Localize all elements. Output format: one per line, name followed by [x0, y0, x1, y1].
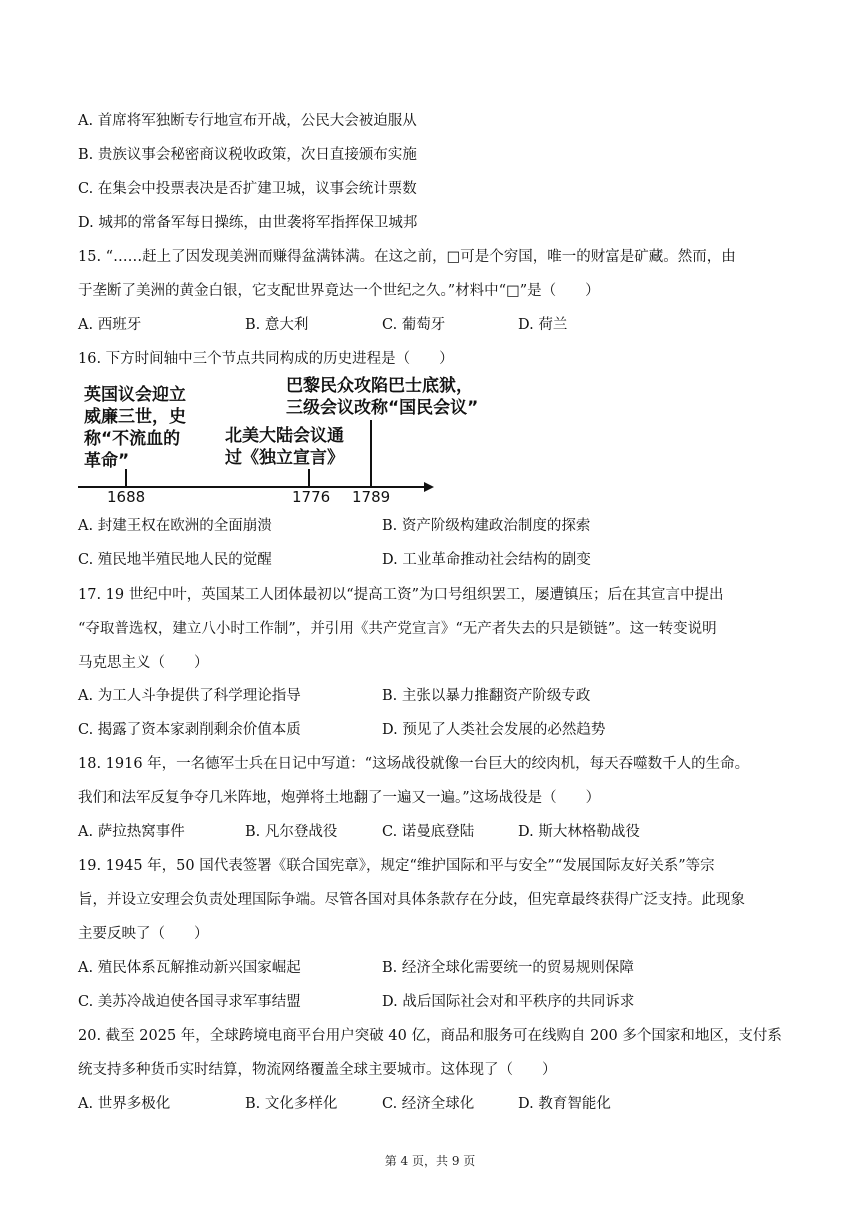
q16-stem: 16. 下方时间轴中三个节点共同构成的历史进程是（ ）: [78, 351, 454, 367]
option-c: C. 在集会中投票表决是否扩建卫城，议事会统计票数: [78, 181, 417, 197]
option-d: D. 城邦的常备军每日操练，由世袭将军指挥保卫城邦: [78, 215, 418, 231]
option-a: A. 首席将军独断专行地宣布开战，公民大会被迫服从: [78, 113, 417, 129]
q19-option-c: C. 美苏冷战迫使各国寻求军事结盟: [78, 994, 301, 1010]
year-1688: 1688: [107, 488, 146, 506]
q15-option-c: C. 葡萄牙: [382, 317, 446, 333]
event-1688-line2: 威廉三世，史: [84, 407, 186, 427]
year-1789: 1789: [352, 488, 391, 506]
event-1789-line2: 三级会议改称“国民会议”: [286, 398, 479, 418]
q20-option-a: A. 世界多极化: [78, 1096, 171, 1112]
q18-option-a: A. 萨拉热窝事件: [78, 824, 185, 840]
q20-option-c: C. 经济全球化: [382, 1096, 475, 1112]
q19-option-d: D. 战后国际社会对和平秩序的共同诉求: [382, 994, 635, 1010]
q19-stem-line1: 19. 1945 年，50 国代表签署《联合国宪章》，规定“维护国际和平与安全”“发展国际友好关系”等宗: [78, 858, 715, 874]
q19-stem-line2: 旨，并设立安理会负责处理国际争端。尽管各国对具体条款存在分歧，但宪章最终获得广泛支持。此现象: [78, 892, 745, 908]
event-1776-line2: 过《独立宣言》: [225, 448, 344, 468]
timeline-figure: [70, 372, 479, 512]
q16-option-b: B. 资产阶级构建政治制度的探索: [382, 518, 591, 534]
q15-stem-line2: 于垄断了美洲的黄金白银，它支配世界竟达一个世纪之久。”材料中“□”是（ ）: [78, 283, 600, 299]
q16-option-d: D. 工业革命推动社会结构的剧变: [382, 552, 591, 568]
q20-option-b: B. 文化多样化: [245, 1096, 338, 1112]
q16-option-c: C. 殖民地半殖民地人民的觉醒: [78, 552, 272, 568]
q19-option-b: B. 经济全球化需要统一的贸易规则保障: [382, 960, 634, 976]
q19-stem-line3: 主要反映了（ ）: [78, 926, 209, 942]
q16-option-a: A. 封建王权在欧洲的全面崩溃: [78, 518, 272, 534]
q18-option-b: B. 凡尔登战役: [245, 824, 338, 840]
page-footer: 第 4 页，共 9 页: [384, 1154, 476, 1168]
q17-option-c: C. 揭露了资本家剥削剩余价值本质: [78, 722, 301, 738]
q17-option-d: D. 预见了人类社会发展的必然趋势: [382, 722, 606, 738]
event-1789-line1: 巴黎民众攻陷巴士底狱，: [286, 376, 473, 396]
option-b: B. 贵族议事会秘密商议税收政策，次日直接颁布实施: [78, 147, 417, 163]
q18-option-c: C. 诺曼底登陆: [382, 824, 475, 840]
q17-option-b: B. 主张以暴力推翻资产阶级专政: [382, 688, 591, 704]
q20-option-d: D. 教育智能化: [518, 1096, 611, 1112]
q18-option-d: D. 斯大林格勒战役: [518, 824, 640, 840]
q17-stem-line2: “夺取普选权，建立八小时工作制”，并引用《共产党宣言》“无产者失去的只是锁链”。这一转变说明: [78, 621, 717, 637]
event-1688-line1: 英国议会迎立: [84, 385, 186, 405]
q18-stem-line2: 我们和法军反复争夺几米阵地，炮弹将土地翻了一遍又一遍。”这场战役是（ ）: [78, 790, 601, 806]
q20-stem-line1: 20. 截至 2025 年，全球跨境电商平台用户突破 40 亿，商品和服务可在线购自 200 多个国家和地区，支付系: [78, 1028, 782, 1044]
q15-option-d: D. 荷兰: [518, 317, 568, 333]
q19-option-a: A. 殖民体系瓦解推动新兴国家崛起: [78, 960, 301, 976]
q17-option-a: A. 为工人斗争提供了科学理论指导: [78, 688, 301, 704]
q15-stem-line1: 15. “……赶上了因发现美洲而赚得盆满钵满。在这之前，□可是个穷国，唯一的财富是矿藏。然而，由: [78, 249, 736, 265]
event-1688-line3: 称“不流血的: [84, 429, 181, 449]
year-1776: 1776: [292, 488, 331, 506]
q15-option-b: B. 意大利: [245, 317, 309, 333]
event-1776-line1: 北美大陆会议通: [225, 426, 344, 446]
q17-stem-line3: 马克思主义（ ）: [78, 655, 209, 671]
q20-stem-line2: 统支持多种货币实时结算，物流网络覆盖全球主要城市。这体现了（ ）: [78, 1062, 557, 1078]
q17-stem-line1: 17. 19 世纪中叶，英国某工人团体最初以“提高工资”为口号组织罢工，屡遭镇压；后在其宣言中提出: [78, 587, 724, 603]
q15-option-a: A. 西班牙: [78, 317, 142, 333]
event-1688-line4: 革命”: [84, 451, 130, 471]
q18-stem-line1: 18. 1916 年，一名德军士兵在日记中写道：“这场战役就像一台巨大的绞肉机，每天吞噬数千人的生命。: [78, 756, 750, 772]
